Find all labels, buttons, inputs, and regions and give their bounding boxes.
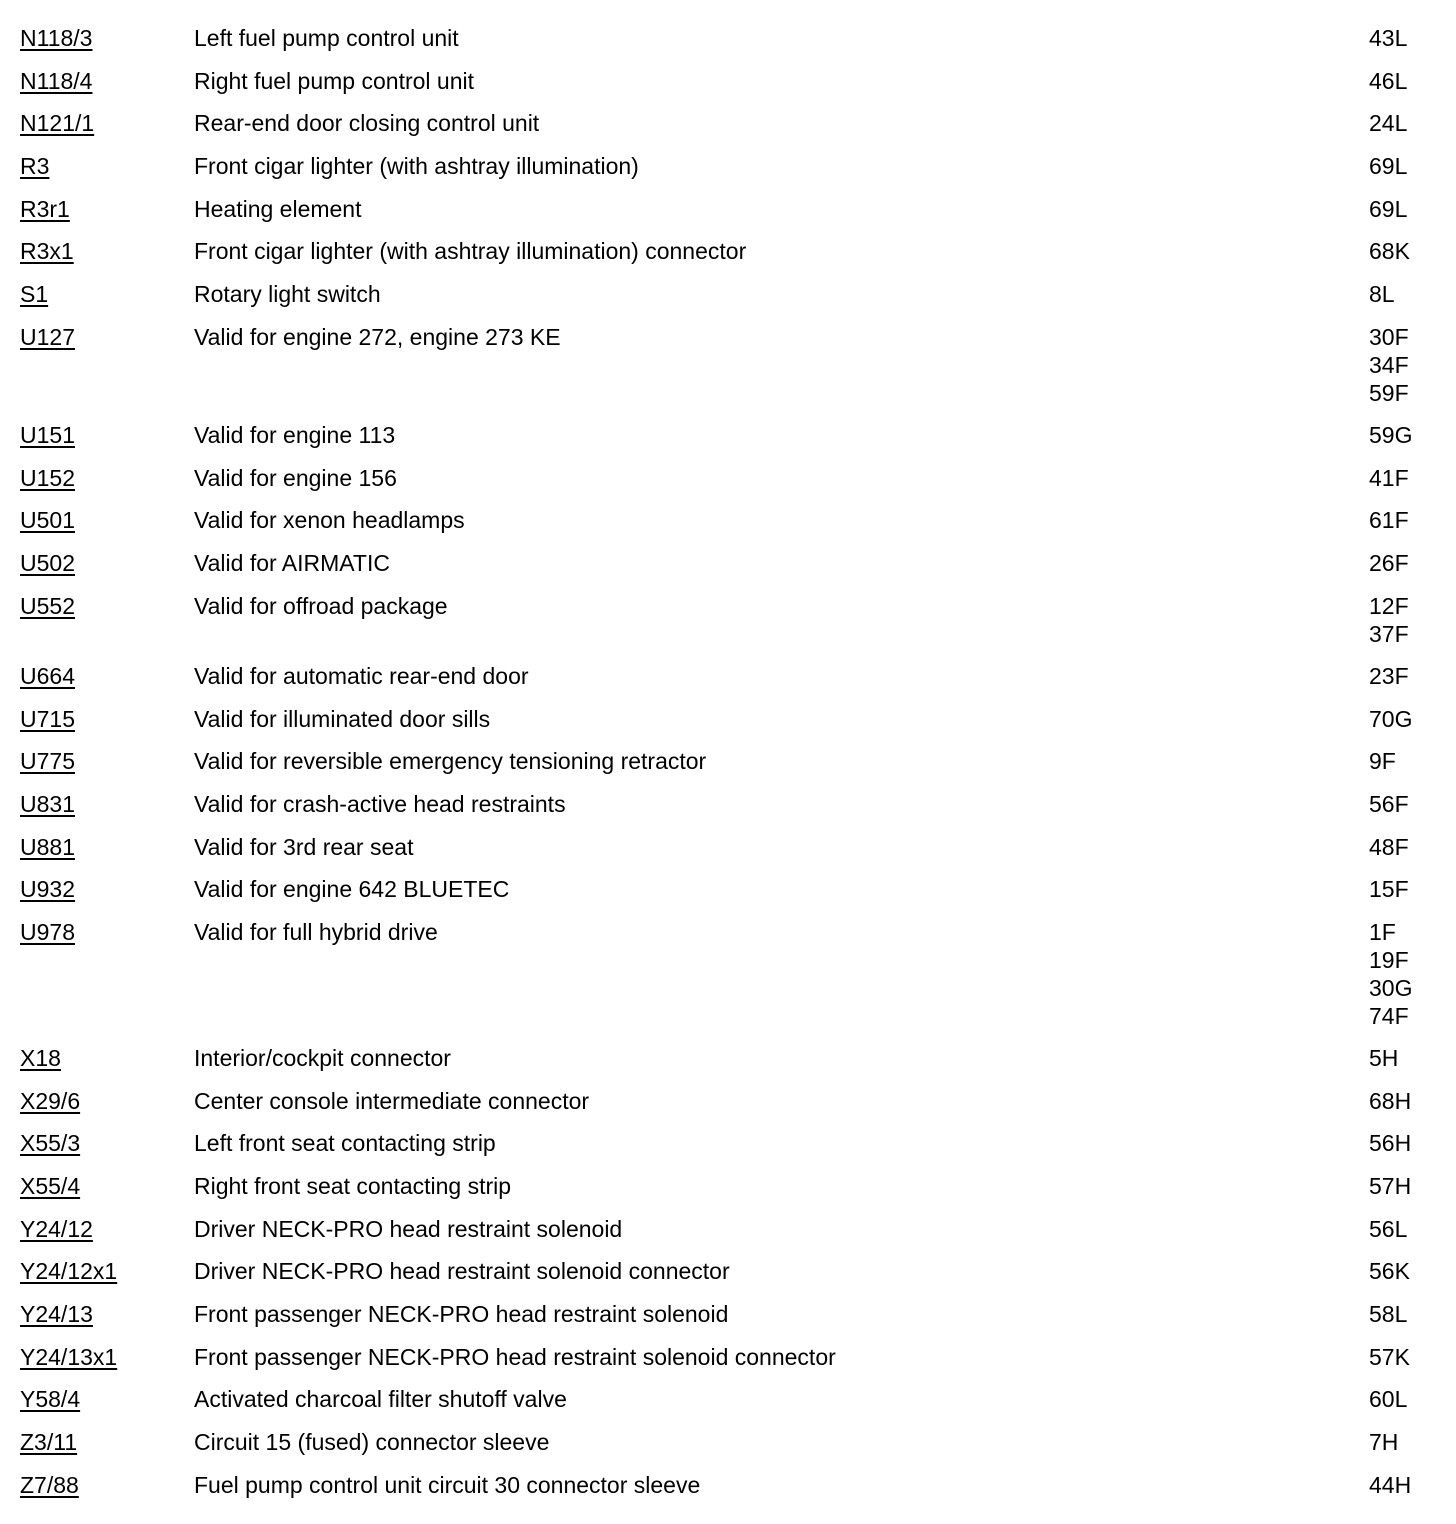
grid-references (1369, 195, 1449, 223)
component-code-link[interactable]: S1 (20, 281, 49, 307)
component-description: Driver NECK-PRO head restraint solenoid (194, 1215, 623, 1242)
grid-references (1369, 1300, 1449, 1328)
component-description: Front passenger NECK-PRO head restraint solenoid connector (194, 1343, 836, 1370)
grid-reference: 15F (1369, 876, 1409, 903)
component-description: Valid for offroad package (194, 592, 448, 619)
component-description: Valid for engine 156 (194, 464, 397, 491)
component-description: Left fuel pump control unit (194, 25, 459, 51)
grid-reference: 60L (1369, 1386, 1408, 1413)
grid-reference: 68H (1369, 1087, 1412, 1114)
component-description: Center console intermediate connector (194, 1087, 590, 1114)
grid-references (1369, 833, 1449, 861)
grid-references (1369, 109, 1449, 137)
component-description: Heating element (194, 195, 362, 222)
grid-reference: 58L (1369, 1301, 1408, 1327)
grid-references (1369, 747, 1449, 775)
component-code-link[interactable]: U775 (20, 748, 75, 775)
component-code-link[interactable]: Y24/13x1 (20, 1343, 118, 1370)
component-code-link[interactable]: X18 (20, 1045, 61, 1071)
component-description: Valid for engine 113 (194, 421, 396, 448)
grid-references (1369, 790, 1449, 818)
grid-references (1369, 1385, 1449, 1413)
grid-reference: 19F (1369, 946, 1409, 973)
component-code-link[interactable]: U881 (20, 833, 75, 860)
grid-reference: 61F (1369, 507, 1409, 534)
component-code-link[interactable]: U151 (20, 421, 75, 448)
grid-reference: 57K (1369, 1343, 1410, 1370)
grid-reference: 57H (1369, 1173, 1412, 1199)
grid-reference: 56H (1369, 1130, 1412, 1157)
component-code-link[interactable]: U831 (20, 791, 75, 817)
component-description: Valid for full hybrid drive (194, 918, 438, 945)
grid-reference: 12F (1369, 592, 1409, 619)
component-code-link[interactable]: Z3/11 (20, 1428, 78, 1455)
grid-reference: 30G (1369, 974, 1413, 1001)
component-code-link[interactable]: Y24/12 (20, 1215, 93, 1242)
grid-references (1369, 1471, 1449, 1499)
component-code-link[interactable]: N118/3 (20, 25, 93, 51)
grid-references (1369, 1343, 1449, 1371)
component-description: Valid for engine 272, engine 273 KE (194, 323, 561, 350)
grid-reference: 23F (1369, 663, 1409, 689)
component-code-link[interactable]: U501 (20, 507, 75, 534)
grid-reference: 7H (1369, 1428, 1399, 1455)
component-description: Circuit 15 (fused) connector sleeve (194, 1428, 550, 1455)
grid-references (1369, 1428, 1449, 1456)
grid-reference: 5H (1369, 1045, 1399, 1071)
component-description: Valid for illuminated door sills (194, 705, 491, 732)
component-description: Interior/cockpit connector (194, 1045, 451, 1071)
component-code-link[interactable]: U152 (20, 464, 75, 491)
grid-reference: 46L (1369, 67, 1408, 94)
grid-reference: 56F (1369, 791, 1409, 817)
grid-reference: 37F (1369, 620, 1409, 647)
component-description: Right front seat contacting strip (194, 1173, 512, 1199)
grid-reference: 48F (1369, 833, 1409, 860)
grid-references (1369, 1215, 1449, 1243)
grid-reference: 24L (1369, 110, 1408, 137)
grid-reference: 70G (1369, 705, 1413, 732)
grid-reference: 44H (1369, 1471, 1412, 1498)
component-description: Valid for engine 642 BLUETEC (194, 876, 510, 903)
component-description: Rotary light switch (194, 281, 381, 307)
component-description: Right fuel pump control unit (194, 67, 474, 94)
component-code-link[interactable]: U978 (20, 918, 75, 945)
component-code-link[interactable]: R3r1 (20, 195, 70, 222)
component-description: Fuel pump control unit circuit 30 connector sleeve (194, 1471, 701, 1498)
component-code-link[interactable]: R3x1 (20, 238, 74, 265)
component-code-link[interactable]: X55/4 (20, 1173, 81, 1199)
component-code-link[interactable]: X55/3 (20, 1130, 81, 1157)
grid-references (1369, 1257, 1449, 1285)
component-code-link[interactable]: U932 (20, 876, 75, 903)
grid-reference: 59G (1369, 421, 1413, 448)
component-description: Valid for reversible emergency tensioning retractor (194, 748, 707, 775)
component-code-link[interactable]: U502 (20, 549, 75, 576)
component-code-link[interactable]: Y58/4 (20, 1386, 81, 1413)
component-code-link[interactable]: U664 (20, 663, 75, 689)
component-code-link[interactable]: U715 (20, 705, 75, 732)
component-description: Front cigar lighter (with ashtray illumination) (194, 153, 639, 179)
grid-reference: 74F (1369, 1002, 1409, 1029)
grid-references (1369, 592, 1449, 648)
grid-references (1369, 1172, 1449, 1200)
grid-references (1369, 549, 1449, 577)
component-code-link[interactable]: R3 (20, 153, 50, 179)
grid-reference: 56L (1369, 1215, 1408, 1242)
grid-references (1369, 662, 1449, 690)
component-code-link[interactable]: X29/6 (20, 1087, 81, 1114)
grid-references (1369, 152, 1449, 180)
grid-reference: 69L (1369, 195, 1408, 222)
grid-references (1369, 1044, 1449, 1072)
component-description: Activated charcoal filter shutoff valve (194, 1386, 567, 1413)
component-code-link[interactable]: Y24/12x1 (20, 1258, 118, 1285)
grid-reference: 9F (1369, 748, 1396, 775)
grid-references (1369, 24, 1449, 52)
component-description: Rear-end door closing control unit (194, 110, 540, 137)
grid-references (1369, 918, 1449, 1030)
grid-references (1369, 705, 1449, 733)
grid-references (1369, 67, 1449, 95)
grid-references (1369, 323, 1449, 407)
grid-reference: 30F (1369, 323, 1409, 350)
component-description: Left front seat contacting strip (194, 1130, 496, 1157)
component-code-link[interactable]: Z7/88 (20, 1471, 79, 1498)
component-code-link[interactable]: N121/1 (20, 110, 95, 137)
component-description: Valid for xenon headlamps (194, 507, 465, 534)
grid-references (1369, 875, 1449, 903)
component-code-link[interactable]: U552 (20, 592, 75, 619)
component-description: Valid for automatic rear-end door (194, 663, 529, 689)
grid-reference: 1F (1369, 918, 1396, 945)
grid-reference: 59F (1369, 379, 1409, 406)
component-description: Valid for 3rd rear seat (194, 833, 414, 860)
component-code-link[interactable]: Y24/13 (20, 1301, 93, 1327)
grid-references (1369, 237, 1449, 265)
grid-reference: 8L (1369, 281, 1395, 307)
component-code-link[interactable]: U127 (20, 323, 75, 350)
grid-references (1369, 506, 1449, 534)
component-code-link[interactable]: N118/4 (20, 67, 93, 94)
grid-references (1369, 464, 1449, 492)
grid-reference: 43L (1369, 25, 1408, 51)
grid-references (1369, 280, 1449, 308)
component-description: Front passenger NECK-PRO head restraint solenoid (194, 1301, 729, 1327)
grid-references (1369, 1129, 1449, 1157)
component-description: Valid for AIRMATIC (194, 549, 390, 576)
grid-reference: 69L (1369, 153, 1408, 179)
component-description: Driver NECK-PRO head restraint solenoid connector (194, 1258, 730, 1285)
grid-reference: 26F (1369, 549, 1409, 576)
grid-reference: 68K (1369, 238, 1410, 265)
grid-reference: 41F (1369, 464, 1409, 491)
grid-references (1369, 421, 1449, 449)
grid-reference: 56K (1369, 1258, 1410, 1285)
component-description: Valid for crash-active head restraints (194, 791, 566, 817)
grid-references (1369, 1087, 1449, 1115)
component-description: Front cigar lighter (with ashtray illumination) connector (194, 238, 747, 265)
grid-reference: 34F (1369, 351, 1409, 378)
